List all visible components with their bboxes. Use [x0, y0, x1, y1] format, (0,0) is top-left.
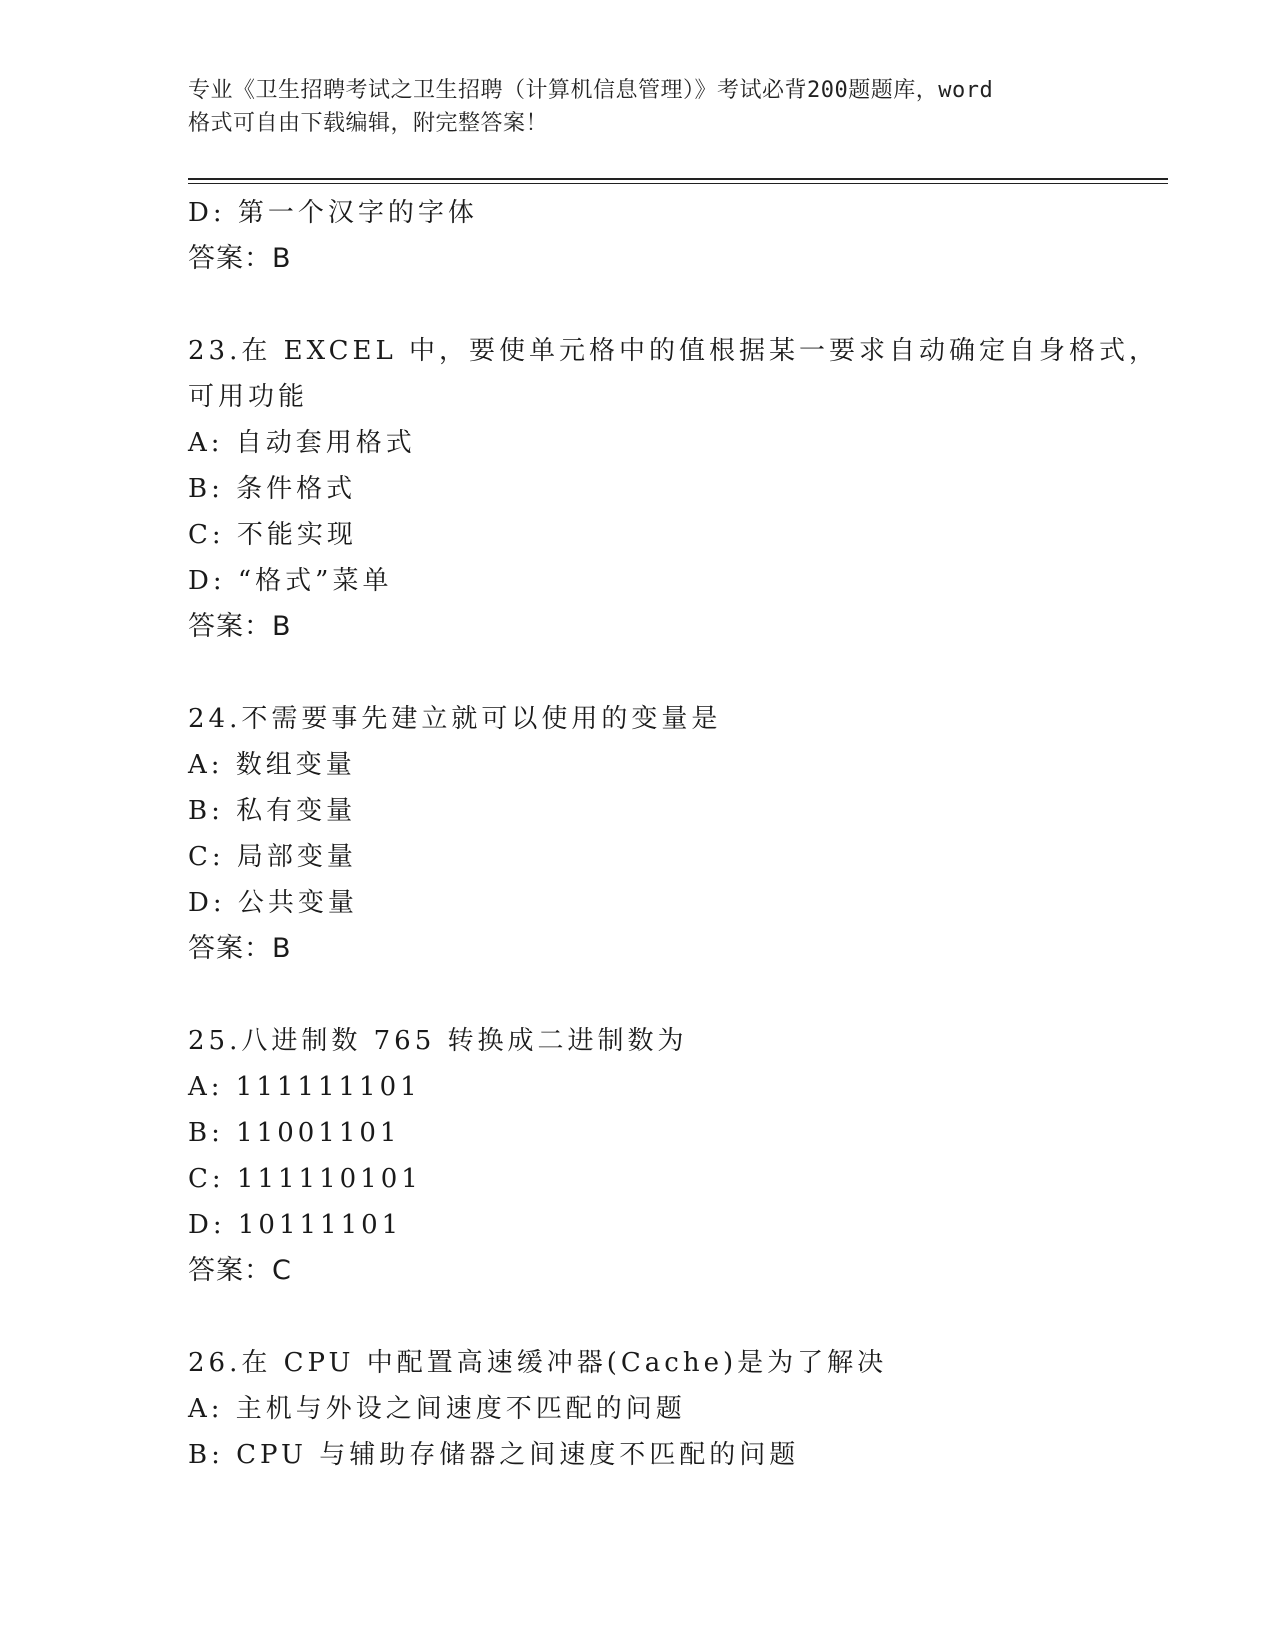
option-a: A: 自动套用格式	[188, 428, 416, 458]
option-b: B: CPU 与辅助存储器之间速度不匹配的问题	[188, 1440, 800, 1470]
answer-line: 答案：B	[188, 933, 292, 964]
option-b: B: 私有变量	[188, 796, 357, 826]
option-c: C: 局部变量	[188, 842, 357, 872]
option-c: C: 111110101	[188, 1164, 422, 1194]
option-a: A: 数组变量	[188, 750, 356, 780]
question-list	[188, 190, 1168, 1478]
spacer	[188, 972, 1168, 1018]
option-b: B: 11001101	[188, 1118, 401, 1148]
answer-line: 答案：B	[188, 243, 292, 274]
option-a: A: 主机与外设之间速度不匹配的问题	[188, 1394, 686, 1424]
answer-line: 答案：C	[188, 1255, 292, 1286]
option-c: C: 不能实现	[188, 520, 357, 550]
option-d: D: 10111101	[188, 1210, 403, 1240]
answer-line: 答案：B	[188, 611, 292, 642]
question-stem: 26.在 CPU 中配置高速缓冲器(Cache)是为了解决	[188, 1348, 888, 1378]
header-divider-thick	[188, 178, 1168, 180]
header-title-line-2: 格式可自由下载编辑，附完整答案！	[188, 111, 549, 136]
option-b: B: 条件格式	[188, 474, 357, 504]
option-a: A: 111111101	[188, 1072, 421, 1102]
question-stem: 23.在 EXCEL 中，要使单元格中的值根据某一要求自动确定自身格式，	[188, 336, 1160, 366]
spacer	[188, 282, 1168, 328]
option-d: D: 公共变量	[188, 888, 358, 918]
question-stem: 24.不需要事先建立就可以使用的变量是	[188, 704, 722, 734]
option-d: D: 第一个汉字的字体	[188, 198, 478, 228]
spacer	[188, 1294, 1168, 1340]
header-divider-thin	[188, 183, 1168, 184]
document-header	[188, 74, 1088, 140]
question-stem-continued: 可用功能	[188, 382, 309, 412]
option-d: D: “格式”菜单	[188, 566, 393, 596]
question-stem: 25.八进制数 765 转换成二进制数为	[188, 1026, 688, 1056]
header-title-line-1: 专业《卫生招聘考试之卫生招聘（计算机信息管理）》考试必背200题题库，word	[188, 78, 994, 103]
spacer	[188, 650, 1168, 696]
